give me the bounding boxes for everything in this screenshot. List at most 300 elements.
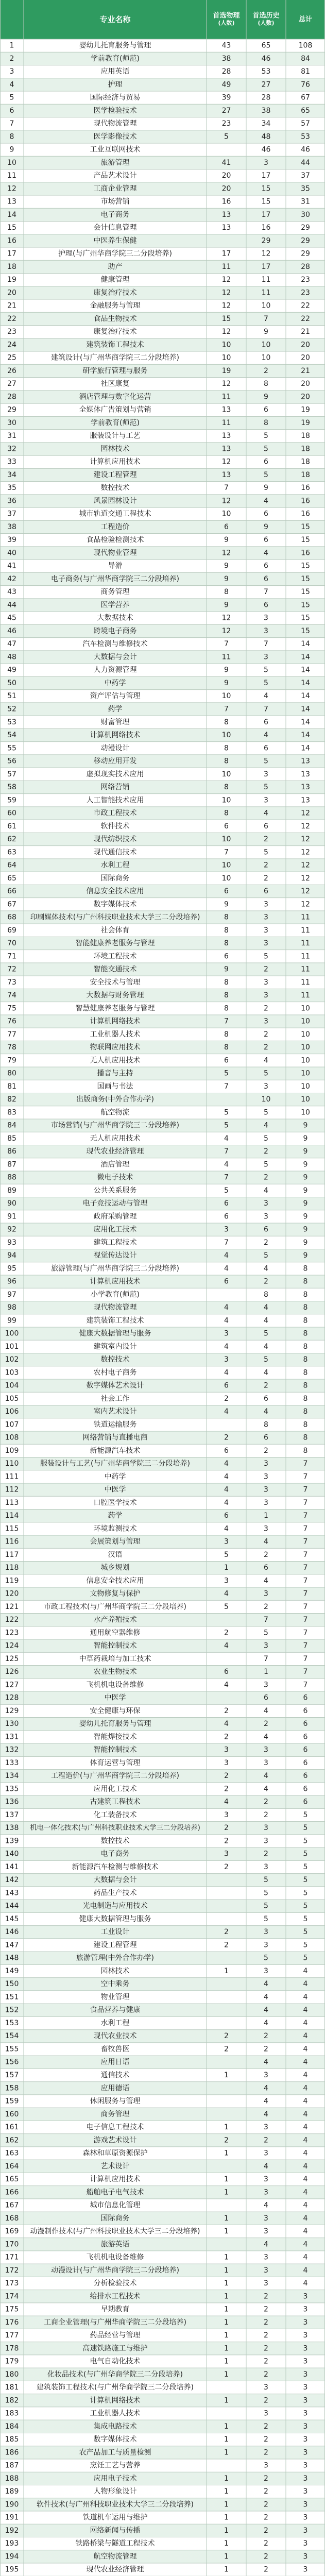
cell-major: 建筑工程技术 — [93, 1238, 137, 1247]
cell-major: 铁道运输服务 — [93, 1420, 137, 1429]
cell-physics: 12 — [221, 276, 231, 284]
cell-major: 空中乘务 — [100, 1980, 130, 1989]
cell-physics: 4 — [224, 1498, 229, 1507]
cell-index: 9 — [9, 145, 14, 154]
cell-history: 2 — [264, 2448, 268, 2457]
cell-major: 电子商务(与广州华商学院三二分段培养) — [51, 574, 179, 583]
table-row — [0, 1756, 325, 1769]
cell-history: 2 — [264, 2552, 268, 2561]
table-row — [0, 1652, 325, 1665]
cell-index: 13 — [7, 197, 16, 206]
cell-index: 169 — [5, 2227, 19, 2236]
row-background — [0, 1614, 325, 1626]
table-row — [0, 2069, 325, 2081]
cell-total: 10 — [301, 1108, 310, 1117]
cell-total: 7 — [303, 1629, 308, 1637]
cell-major: 飞机机电设备维修 — [86, 1681, 144, 1689]
cell-physics: 3 — [224, 1850, 229, 1858]
cell-physics: 38 — [221, 54, 231, 63]
cell-major: 电子竞技运动与管理 — [82, 1199, 148, 1208]
cell-history: 38 — [261, 106, 271, 115]
row-background — [0, 820, 325, 833]
cell-total: 9 — [303, 1147, 308, 1156]
row-background — [0, 2199, 325, 2212]
cell-physics: 6 — [224, 1512, 229, 1520]
cell-total: 4 — [303, 2175, 308, 2184]
cell-index: 64 — [7, 861, 16, 870]
cell-total: 28 — [301, 262, 310, 271]
cell-total: 3 — [303, 2552, 308, 2561]
row-background — [0, 1236, 325, 1249]
cell-major: 计算机网络技术 — [90, 2396, 141, 2405]
cell-total: 9 — [303, 1160, 308, 1169]
cell-history: 6 — [264, 405, 268, 414]
cell-total: 4 — [303, 2058, 308, 2066]
table-row — [0, 937, 325, 950]
cell-total: 18 — [301, 432, 310, 440]
table-row — [0, 1808, 325, 1821]
cell-physics: 4 — [224, 1460, 229, 1468]
cell-total: 13 — [301, 783, 310, 792]
cell-major: 婴幼儿托育服务与管理 — [79, 1720, 151, 1728]
cell-history: 3 — [264, 770, 268, 778]
cell-index: 138 — [5, 1824, 19, 1833]
cell-physics: 1 — [224, 2565, 229, 2574]
row-background — [0, 1939, 325, 1952]
row-background — [0, 1860, 325, 1873]
cell-index: 143 — [5, 1889, 19, 1897]
cell-physics: 4 — [224, 1720, 229, 1728]
cell-major: 印刷媒体技术(与广州科技职业技术大学三二分段培养) — [30, 913, 200, 922]
table-row — [0, 2016, 325, 2029]
cell-history: 3 — [264, 1837, 268, 1845]
cell-physics: 12 — [221, 328, 231, 336]
row-background — [0, 1249, 325, 1262]
cell-total: 4 — [303, 2071, 308, 2079]
cell-index: 164 — [5, 2162, 19, 2171]
cell-index: 180 — [5, 2370, 19, 2379]
cell-major: 现代农业技术 — [93, 2032, 137, 2041]
cell-total: 3 — [303, 2357, 308, 2366]
row-background — [0, 599, 325, 612]
cell-physics: 1 — [224, 2552, 229, 2561]
cell-index: 109 — [5, 1446, 19, 1455]
cell-physics: 9 — [224, 574, 229, 583]
cell-physics: 13 — [221, 405, 231, 414]
cell-index: 69 — [7, 926, 16, 935]
row-background — [0, 91, 325, 104]
table-row — [0, 1080, 325, 1093]
cell-total: 5 — [303, 1810, 308, 1819]
cell-history: 6 — [264, 822, 268, 831]
cell-total: 7 — [303, 1460, 308, 1468]
cell-total: 4 — [303, 2006, 308, 2014]
cell-history: 3 — [264, 1498, 268, 1507]
cell-history: 6 — [264, 536, 268, 545]
row-background — [0, 1522, 325, 1535]
cell-total: 4 — [303, 2279, 308, 2288]
table-row — [0, 1900, 325, 1912]
cell-physics: 1 — [224, 2279, 229, 2288]
cell-history: 3 — [264, 1212, 268, 1221]
cell-index: 193 — [5, 2539, 19, 2548]
cell-history: 3 — [264, 913, 268, 922]
cell-history: 5 — [264, 783, 268, 792]
cell-major: 酒店管理与数字化运营 — [79, 393, 151, 401]
cell-major: 金融服务与管理 — [90, 301, 141, 310]
cell-total: 10 — [301, 1056, 310, 1065]
row-background — [0, 2160, 325, 2173]
table-row — [0, 1392, 325, 1405]
cell-major: 电子商务 — [100, 210, 130, 219]
cell-major: 康复治疗技术 — [93, 289, 137, 297]
cell-total: 13 — [301, 757, 310, 766]
cell-history: 3 — [264, 1681, 268, 1689]
cell-total: 8 — [303, 1290, 308, 1299]
cell-major: 城市轨道交通工程技术 — [79, 510, 151, 518]
table-row — [0, 1236, 325, 1249]
cell-history: 2 — [264, 2032, 268, 2041]
cell-physics: 4 — [224, 1160, 229, 1169]
table-row — [0, 1731, 325, 1743]
cell-physics: 10 — [221, 353, 231, 362]
cell-index: 5 — [9, 93, 14, 102]
table-row — [0, 1132, 325, 1145]
cell-index: 105 — [5, 1394, 19, 1403]
cell-index: 191 — [5, 2513, 19, 2522]
cell-major: 无人机应用技术 — [90, 1134, 141, 1143]
cell-physics: 1 — [224, 2214, 229, 2223]
cell-history: 3 — [264, 614, 268, 622]
cell-physics: 4 — [224, 1368, 229, 1377]
cell-physics: 8 — [224, 978, 229, 987]
table-row — [0, 1912, 325, 1925]
cell-history: 8 — [264, 1420, 268, 1429]
cell-major: 给排水工程技术 — [90, 2292, 141, 2301]
cell-total: 4 — [303, 2136, 308, 2145]
table-row — [0, 351, 325, 364]
cell-total: 14 — [301, 679, 310, 687]
table-row — [0, 1535, 325, 1548]
cell-total: 12 — [301, 900, 310, 909]
cell-major: 水利工程 — [100, 861, 130, 870]
table-row — [0, 170, 325, 182]
cell-major: 建筑装饰工程技术 — [86, 341, 144, 349]
cell-major: 计算机应用技术 — [90, 2175, 141, 2184]
cell-history: 2 — [264, 965, 268, 974]
table-row — [0, 443, 325, 455]
cell-total: 7 — [303, 1524, 308, 1533]
cell-physics: 2 — [224, 1629, 229, 1637]
row-background — [0, 651, 325, 664]
cell-major: 酒店管理 — [100, 1160, 130, 1169]
table-row — [0, 2472, 325, 2485]
table-row — [0, 807, 325, 820]
cell-total: 7 — [303, 1616, 308, 1624]
cell-physics: 4 — [224, 1589, 229, 1598]
cell-history: 3 — [264, 2214, 268, 2223]
cell-physics: 28 — [221, 67, 231, 76]
cell-physics: 1 — [224, 2370, 229, 2379]
cell-index: 29 — [7, 405, 16, 414]
table-row — [0, 2550, 325, 2563]
table-row — [0, 2329, 325, 2342]
table-row — [0, 651, 325, 664]
cell-physics: 1 — [224, 2487, 229, 2496]
cell-major: 动漫设计(与广州华商学院三二分段培养) — [51, 2266, 179, 2275]
header-major: 专业名称 — [99, 15, 131, 24]
cell-major: 物联网应用技术 — [90, 1043, 141, 1052]
cell-major: 现代物业管理 — [93, 549, 137, 557]
table-row — [0, 117, 325, 130]
cell-major: 环境工程技术 — [93, 952, 137, 961]
cell-index: 183 — [5, 2409, 19, 2418]
cell-history: 3 — [264, 2409, 268, 2418]
row-background — [0, 1991, 325, 2004]
cell-major: 风景园林设计 — [93, 497, 137, 505]
cell-total: 84 — [301, 54, 310, 63]
row-background — [0, 833, 325, 845]
cell-major: 安全技术与管理 — [90, 978, 141, 987]
cell-total: 11 — [301, 991, 310, 1000]
cell-history: 2 — [264, 2422, 268, 2431]
cell-total: 15 — [301, 601, 310, 609]
cell-major: 体育运营与管理 — [90, 1758, 141, 1767]
cell-history: 3 — [264, 978, 268, 987]
table-row — [0, 820, 325, 833]
cell-major: 室内艺术设计 — [93, 1408, 137, 1416]
row-background — [0, 1874, 325, 1887]
cell-history: 2 — [264, 2318, 268, 2327]
cell-physics: 9 — [224, 900, 229, 909]
cell-history: 3 — [264, 2175, 268, 2184]
cell-total: 8 — [303, 1420, 308, 1429]
cell-index: 18 — [7, 262, 16, 271]
cell-index: 176 — [5, 2318, 19, 2327]
cell-total: 15 — [301, 574, 310, 583]
table-row — [0, 182, 325, 195]
row-background — [0, 1704, 325, 1717]
row-background — [0, 1184, 325, 1197]
row-background — [0, 234, 325, 247]
row-background — [0, 1666, 325, 1679]
row-background — [0, 1288, 325, 1301]
cell-total: 7 — [303, 1681, 308, 1689]
cell-major: 船舶电子电气技术 — [86, 2188, 144, 2197]
row-background — [0, 1548, 325, 1561]
row-background — [0, 286, 325, 299]
row-background — [0, 586, 325, 599]
cell-physics: 6 — [224, 1277, 229, 1286]
cell-total: 21 — [301, 328, 310, 336]
cell-total: 11 — [301, 926, 310, 935]
cell-history: 2 — [264, 1277, 268, 1286]
cell-index: 4 — [9, 80, 14, 89]
row-background — [0, 937, 325, 950]
cell-major: 应用德语 — [100, 2084, 130, 2093]
table-row — [0, 91, 325, 104]
cell-index: 1 — [9, 41, 14, 50]
row-background — [0, 39, 325, 52]
cell-index: 84 — [7, 1121, 16, 1130]
row-background — [0, 143, 325, 156]
row-background — [0, 1835, 325, 1848]
cell-index: 34 — [7, 470, 16, 479]
cell-major: 畜牧兽医 — [100, 2045, 130, 2054]
cell-physics: 6 — [224, 952, 229, 961]
cell-history: 3 — [264, 900, 268, 909]
cell-index: 150 — [5, 1980, 19, 1989]
cell-index: 142 — [5, 1876, 19, 1885]
cell-major: 虚拟现实技术应用 — [86, 770, 144, 778]
cell-index: 63 — [7, 848, 16, 857]
cell-history: 4 — [264, 2084, 268, 2093]
table-row — [0, 1822, 325, 1835]
row-background — [0, 1639, 325, 1652]
cell-index: 46 — [7, 626, 16, 635]
table-row — [0, 495, 325, 507]
cell-major: 智能焊接技术 — [93, 1733, 137, 1741]
cell-total: 4 — [303, 2110, 308, 2119]
table-row — [0, 1145, 325, 1158]
cell-history: 4 — [264, 1316, 268, 1325]
cell-total: 23 — [301, 276, 310, 284]
cell-index: 124 — [5, 1641, 19, 1650]
table-row — [0, 599, 325, 612]
cell-major: 园林技术 — [100, 1967, 130, 1975]
cell-physics: 1 — [224, 2344, 229, 2353]
table-row — [0, 2277, 325, 2290]
cell-major: 环境监测技术 — [93, 1524, 137, 1533]
cell-physics: 43 — [221, 41, 231, 50]
cell-index: 49 — [7, 666, 16, 674]
cell-major: 中医养生保健 — [93, 236, 137, 245]
cell-total: 22 — [301, 314, 310, 323]
row-background — [0, 1900, 325, 1912]
cell-total: 3 — [303, 2461, 308, 2470]
cell-physics: 10 — [221, 510, 231, 518]
cell-total: 10 — [301, 1095, 310, 1104]
cell-history: 6 — [264, 744, 268, 753]
cell-index: 59 — [7, 796, 16, 805]
cell-history: 2 — [264, 1147, 268, 1156]
cell-physics: 7 — [224, 1082, 229, 1091]
table-row — [0, 2199, 325, 2212]
cell-index: 75 — [7, 1004, 16, 1013]
cell-index: 144 — [5, 1902, 19, 1910]
cell-physics: 8 — [224, 913, 229, 922]
cell-major: 视觉传达设计 — [93, 1251, 137, 1260]
cell-total: 46 — [301, 145, 310, 154]
table-row — [0, 1691, 325, 1704]
row-background — [0, 1756, 325, 1769]
cell-major: 数字媒体技术 — [93, 2435, 137, 2444]
table-row — [0, 1106, 325, 1119]
cell-physics: 2 — [224, 2136, 229, 2145]
table-row — [0, 208, 325, 221]
row-background — [0, 2303, 325, 2316]
cell-index: 23 — [7, 328, 16, 336]
cell-major: 药学 — [108, 1512, 123, 1520]
row-background — [0, 2212, 325, 2225]
cell-total: 16 — [301, 497, 310, 505]
cell-total: 76 — [301, 80, 310, 89]
table-row — [0, 1562, 325, 1574]
table-row — [0, 1458, 325, 1470]
row-background — [0, 2043, 325, 2056]
cell-index: 16 — [7, 236, 16, 245]
cell-index: 102 — [5, 1355, 19, 1364]
table-row — [0, 950, 325, 963]
cell-history: 3 — [264, 1017, 268, 1026]
cell-history: 8 — [264, 380, 268, 388]
cell-major: 工商企业管理 — [93, 184, 137, 193]
row-background — [0, 794, 325, 807]
cell-physics: 12 — [221, 289, 231, 297]
cell-total: 12 — [301, 861, 310, 870]
cell-index: 65 — [7, 874, 16, 883]
cell-major: 中药学 — [104, 679, 126, 687]
cell-major: 数控技术 — [100, 1355, 130, 1364]
cell-physics: 10 — [221, 770, 231, 778]
table-row — [0, 1197, 325, 1210]
cell-total: 7 — [303, 1498, 308, 1507]
table-row — [0, 1548, 325, 1561]
cell-major: 早期教育 — [100, 2305, 130, 2314]
cell-physics: 5 — [224, 1602, 229, 1611]
cell-history: 3 — [264, 1524, 268, 1533]
cell-history: 5 — [264, 1914, 268, 1923]
row-background — [0, 1301, 325, 1314]
cell-history: 4 — [264, 2006, 268, 2014]
row-background — [0, 1353, 325, 1366]
cell-major: 智能控制技术 — [93, 1745, 137, 1754]
cell-total: 14 — [301, 731, 310, 740]
cell-physics: 1 — [224, 2318, 229, 2327]
cell-major: 古建筑工程技术 — [90, 1798, 141, 1806]
cell-major: 食品生物技术 — [93, 314, 137, 323]
table-row — [0, 1991, 325, 2004]
cell-total: 37 — [301, 172, 310, 180]
table-row — [0, 378, 325, 391]
cell-physics: 12 — [221, 301, 231, 310]
cell-physics: 11 — [221, 418, 231, 427]
table-row — [0, 1171, 325, 1184]
cell-physics: 1 — [224, 2435, 229, 2444]
table-row — [0, 534, 325, 547]
cell-index: 36 — [7, 497, 16, 505]
table-row — [0, 1952, 325, 1964]
cell-major: 文物修复与保护 — [90, 1589, 141, 1598]
table-row — [0, 2290, 325, 2303]
cell-total: 8 — [303, 1316, 308, 1325]
cell-physics: 8 — [224, 744, 229, 753]
table-row — [0, 1340, 325, 1353]
cell-total: 7 — [303, 1577, 308, 1585]
cell-history: 2 — [264, 1004, 268, 1013]
cell-history: 4 — [264, 731, 268, 740]
cell-major: 财富管理 — [100, 718, 130, 726]
table-row — [0, 2043, 325, 2056]
cell-history: 2 — [264, 2435, 268, 2444]
cell-major: 物业管理 — [100, 1993, 130, 2002]
cell-total: 9 — [303, 1121, 308, 1130]
row-background — [0, 859, 325, 872]
row-background — [0, 1379, 325, 1392]
cell-major: 工业机器人技术 — [90, 1030, 141, 1039]
cell-history: 7 — [264, 314, 268, 323]
cell-physics: 3 — [224, 1745, 229, 1754]
